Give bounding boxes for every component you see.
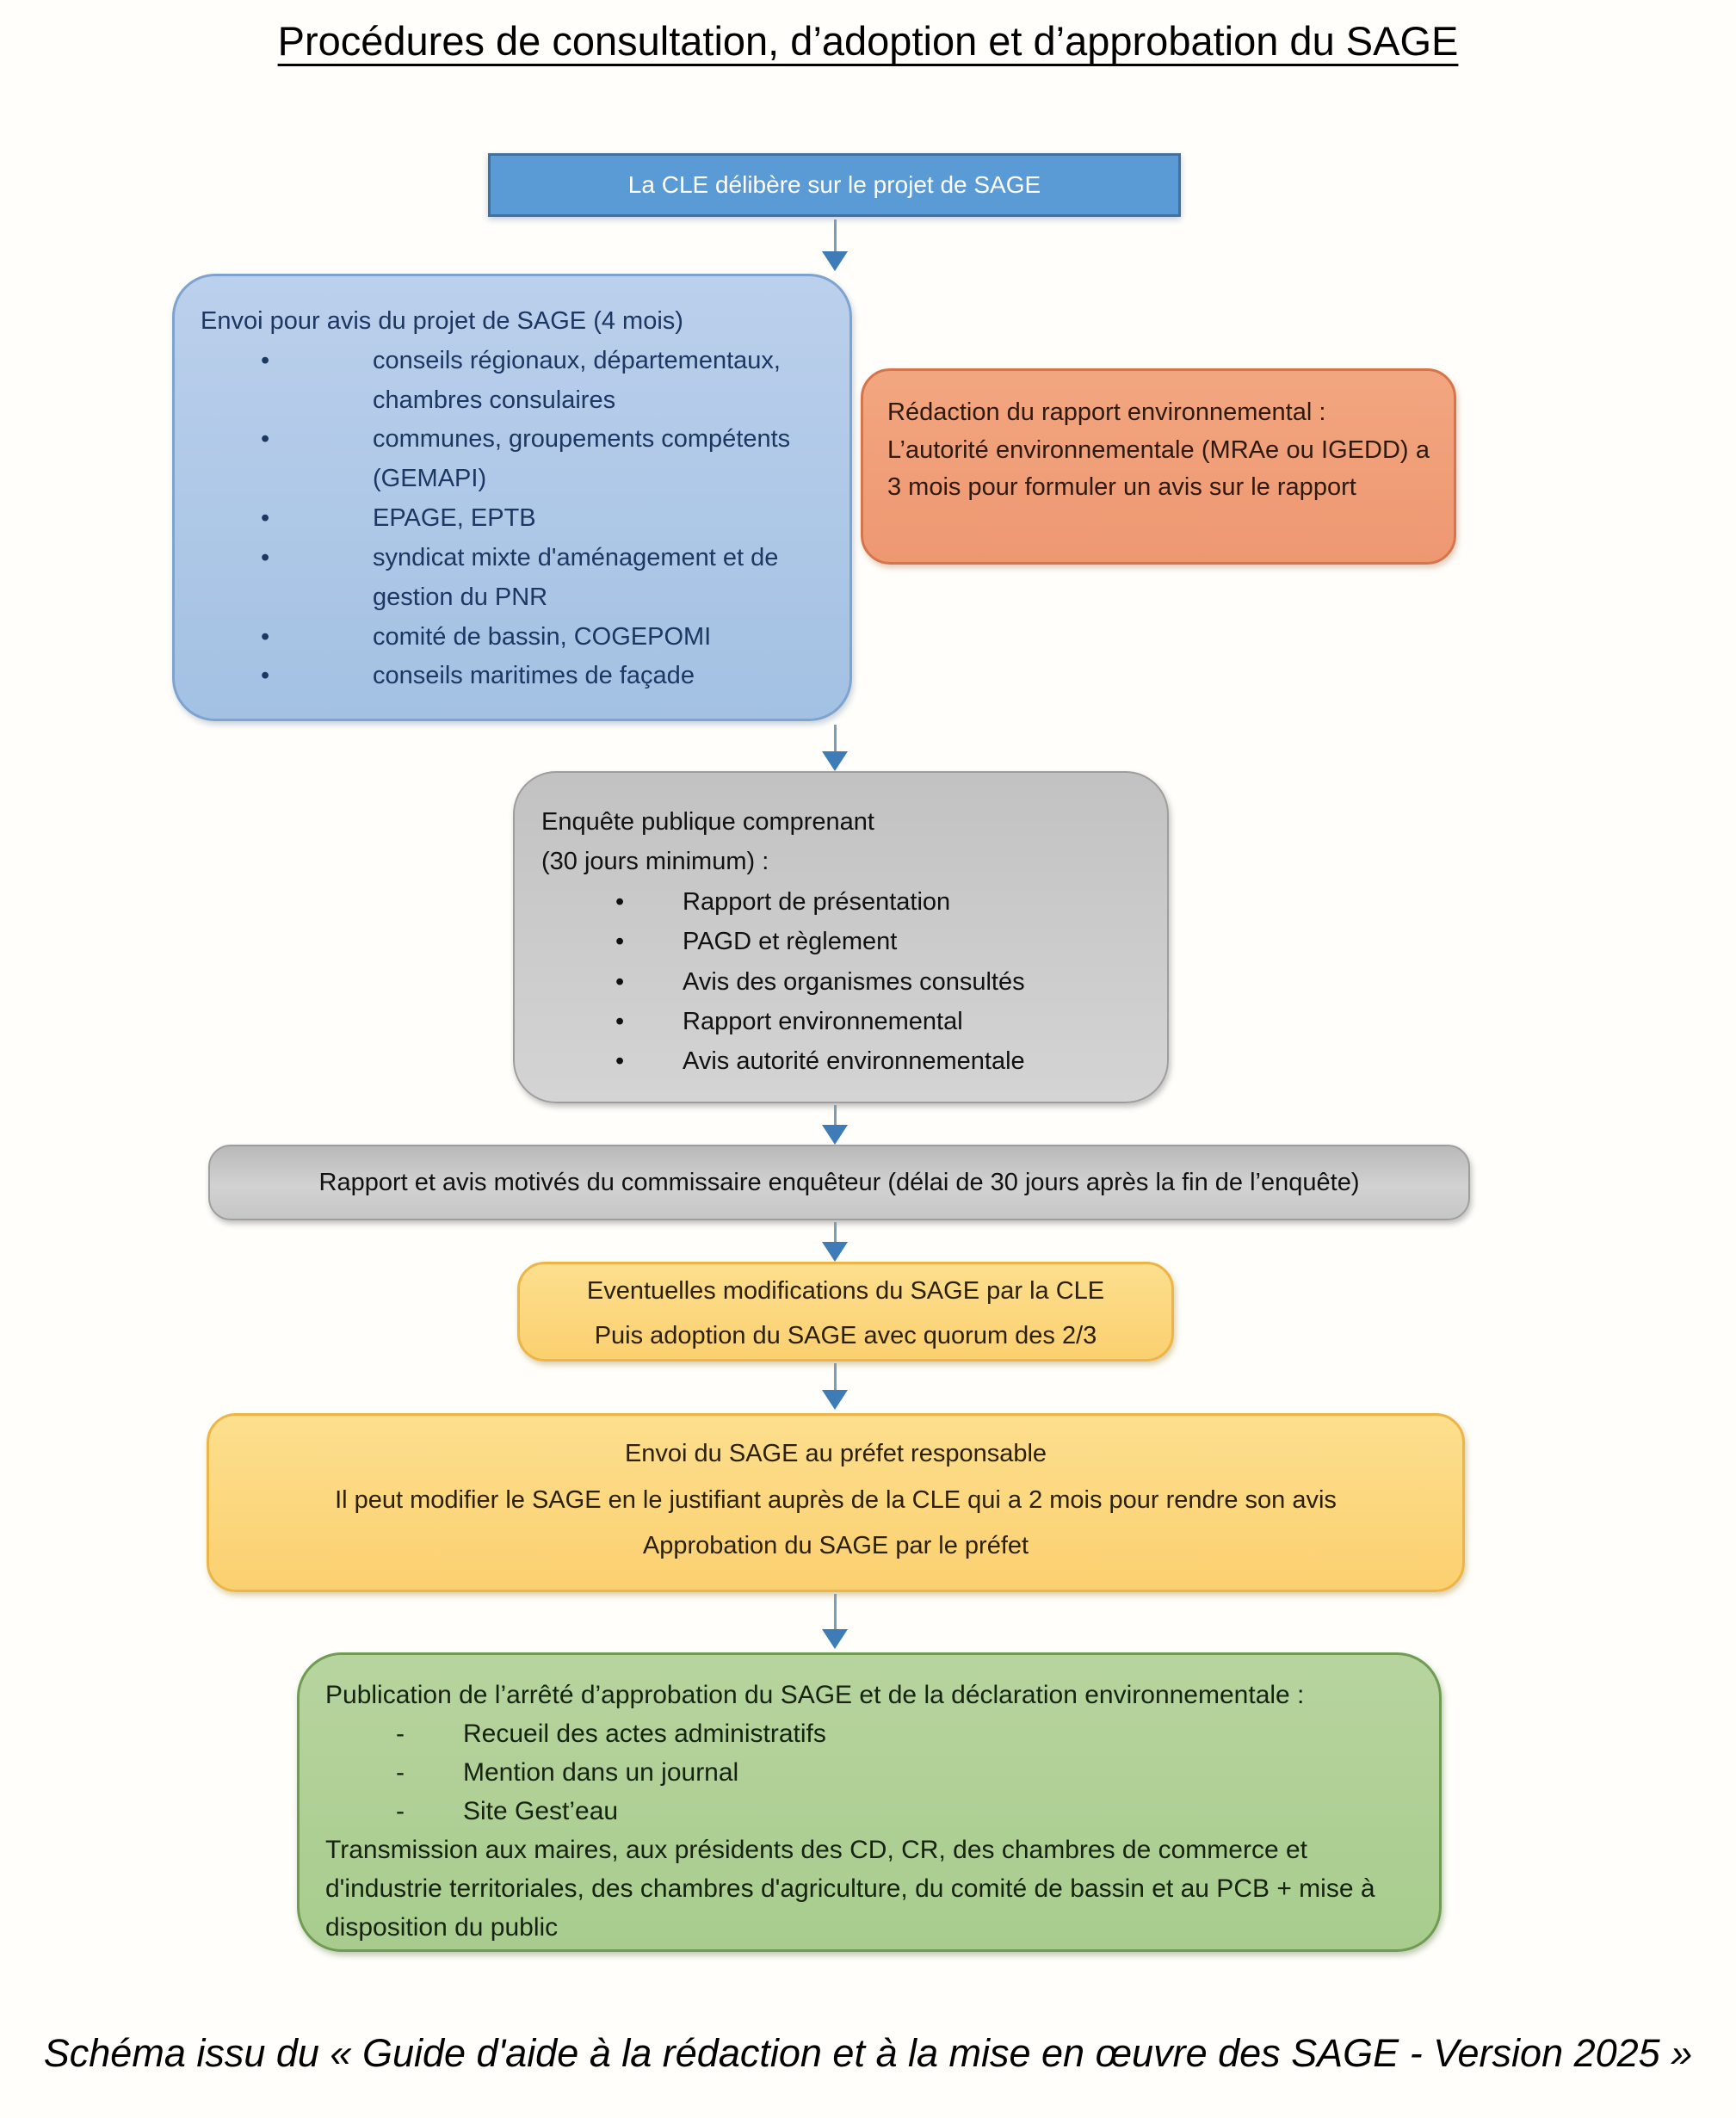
dash-icon: - xyxy=(396,1720,405,1748)
arrow-head xyxy=(822,751,848,771)
arrow-head xyxy=(822,251,848,271)
node-envoi-pour-avis xyxy=(172,274,852,721)
list-item xyxy=(325,1714,1405,1753)
list-item-label: PAGD et règlement xyxy=(683,928,898,956)
list-item-label: Mention dans un journal xyxy=(463,1758,739,1787)
bullet-icon: • xyxy=(615,967,625,996)
node-publication-footer: Transmission aux maires, aux présidents des CD, CR, des chambres de commerce et d'industrie territoriales, des chambres d'agriculture, du comité de bassin et au PCB + mise à disposition du public xyxy=(325,1836,1375,1942)
node-rapport-environnemental-intro: Rédaction du rapport environnemental : xyxy=(887,398,1326,426)
dash-icon: - xyxy=(396,1797,405,1825)
list-item-label: communes, groupements compétents (GEMAPI) xyxy=(373,425,791,493)
node-cle-deliberation xyxy=(488,153,1181,217)
node-rapport-commissaire-label: Rapport et avis motivés du commissaire enquêteur (délai de 30 jours après la fin de l’enquête) xyxy=(318,1168,1360,1196)
source-caption: Schéma issu du « Guide d'aide à la rédaction et à la mise en œuvre des SAGE - Version 2025 » xyxy=(43,2031,1693,2075)
node-envoi-prefet-line-1: Envoi du SAGE au préfet responsable xyxy=(624,1440,1047,1467)
node-envoi-prefet-line-2: Il peut modifier le SAGE en le justifiant auprès de la CLE qui a 2 mois pour rendre son avis xyxy=(335,1485,1337,1514)
arrow-stem xyxy=(834,725,837,751)
bullet-icon: • xyxy=(615,887,625,916)
arrow-stem xyxy=(834,1594,837,1629)
list-item xyxy=(541,882,1141,922)
down-arrow-icon xyxy=(822,1105,848,1145)
down-arrow-icon xyxy=(822,1222,848,1262)
down-arrow-icon xyxy=(822,219,848,271)
list-item-label: EPAGE, EPTB xyxy=(373,504,536,533)
page-title: Procédures de consultation, d’adoption et d’approbation du SAGE xyxy=(277,18,1459,64)
down-arrow-icon xyxy=(822,1363,848,1410)
bullet-icon: • xyxy=(261,662,270,690)
bullet-icon: • xyxy=(261,346,270,374)
arrow-stem xyxy=(834,1222,837,1242)
list-item xyxy=(201,539,815,618)
list-item xyxy=(325,1753,1405,1792)
dash-icon: - xyxy=(396,1758,405,1787)
bullet-icon: • xyxy=(261,543,270,571)
list-item xyxy=(325,1792,1405,1831)
arrow-stem xyxy=(834,219,837,251)
list-item-label: conseils régionaux, départementaux, chambres consulaires xyxy=(373,346,781,414)
bullet-icon: • xyxy=(615,928,625,956)
node-envoi-prefet-line-3: Approbation du SAGE par le préfet xyxy=(642,1532,1029,1560)
node-enquete-publique-title-1: Enquête publique comprenant xyxy=(541,808,874,836)
list-item-label: comité de bassin, COGEPOMI xyxy=(373,622,712,651)
node-publication-title: Publication de l’arrêté d’approbation du SAGE et de la déclaration environnementale : xyxy=(325,1681,1305,1709)
down-arrow-icon xyxy=(822,725,848,771)
node-modifications-adoption-line-1: Eventuelles modifications du SAGE par la CLE xyxy=(586,1277,1105,1305)
arrow-head xyxy=(822,1125,848,1145)
bullet-icon: • xyxy=(261,425,270,454)
list-item-label: Avis des organismes consultés xyxy=(683,967,1025,996)
list-item xyxy=(541,1041,1141,1081)
list-item-label: Rapport de présentation xyxy=(683,887,951,916)
node-cle-deliberation-label: La CLE délibère sur le projet de SAGE xyxy=(627,171,1041,198)
list-item-label: Recueil des actes administratifs xyxy=(463,1720,826,1748)
arrow-stem xyxy=(834,1363,837,1390)
list-item xyxy=(201,342,815,421)
list-item xyxy=(541,1002,1141,1041)
bullet-icon: • xyxy=(615,1047,625,1076)
arrow-head xyxy=(822,1242,848,1262)
node-envoi-pour-avis-title: Envoi pour avis du projet de SAGE (4 mois) xyxy=(201,307,683,335)
list-item-label: Site Gest’eau xyxy=(463,1797,619,1825)
list-item xyxy=(201,657,815,696)
bullet-icon: • xyxy=(261,504,270,533)
list-item xyxy=(201,499,815,539)
down-arrow-icon xyxy=(822,1594,848,1649)
node-modifications-adoption-line-2: Puis adoption du SAGE avec quorum des 2/3 xyxy=(594,1322,1097,1350)
node-rapport-commissaire xyxy=(208,1145,1470,1220)
list-item-label: syndicat mixte d'aménagement et de gestion du PNR xyxy=(373,543,779,611)
list-item xyxy=(201,618,815,658)
list-item xyxy=(541,962,1141,1002)
node-enquete-publique-title-2: (30 jours minimum) : xyxy=(541,848,769,876)
list-item xyxy=(201,420,815,499)
node-envoi-prefet xyxy=(207,1413,1465,1592)
node-rapport-environnemental xyxy=(861,368,1456,565)
node-publication xyxy=(297,1652,1442,1952)
node-enquete-publique xyxy=(513,771,1169,1103)
list-item-label: conseils maritimes de façade xyxy=(373,662,695,690)
arrow-stem xyxy=(834,1105,837,1125)
bullet-icon: • xyxy=(261,622,270,651)
arrow-head xyxy=(822,1390,848,1410)
bullet-icon: • xyxy=(615,1007,625,1035)
node-rapport-environnemental-body: L’autorité environnementale (MRAe ou IGEDD) a 3 mois pour formuler un avis sur le rapport xyxy=(887,435,1430,501)
node-modifications-adoption xyxy=(517,1262,1174,1362)
list-item xyxy=(541,922,1141,961)
list-item-label: Rapport environnemental xyxy=(683,1007,963,1035)
list-item-label: Avis autorité environnementale xyxy=(683,1047,1025,1076)
arrow-head xyxy=(822,1629,848,1649)
